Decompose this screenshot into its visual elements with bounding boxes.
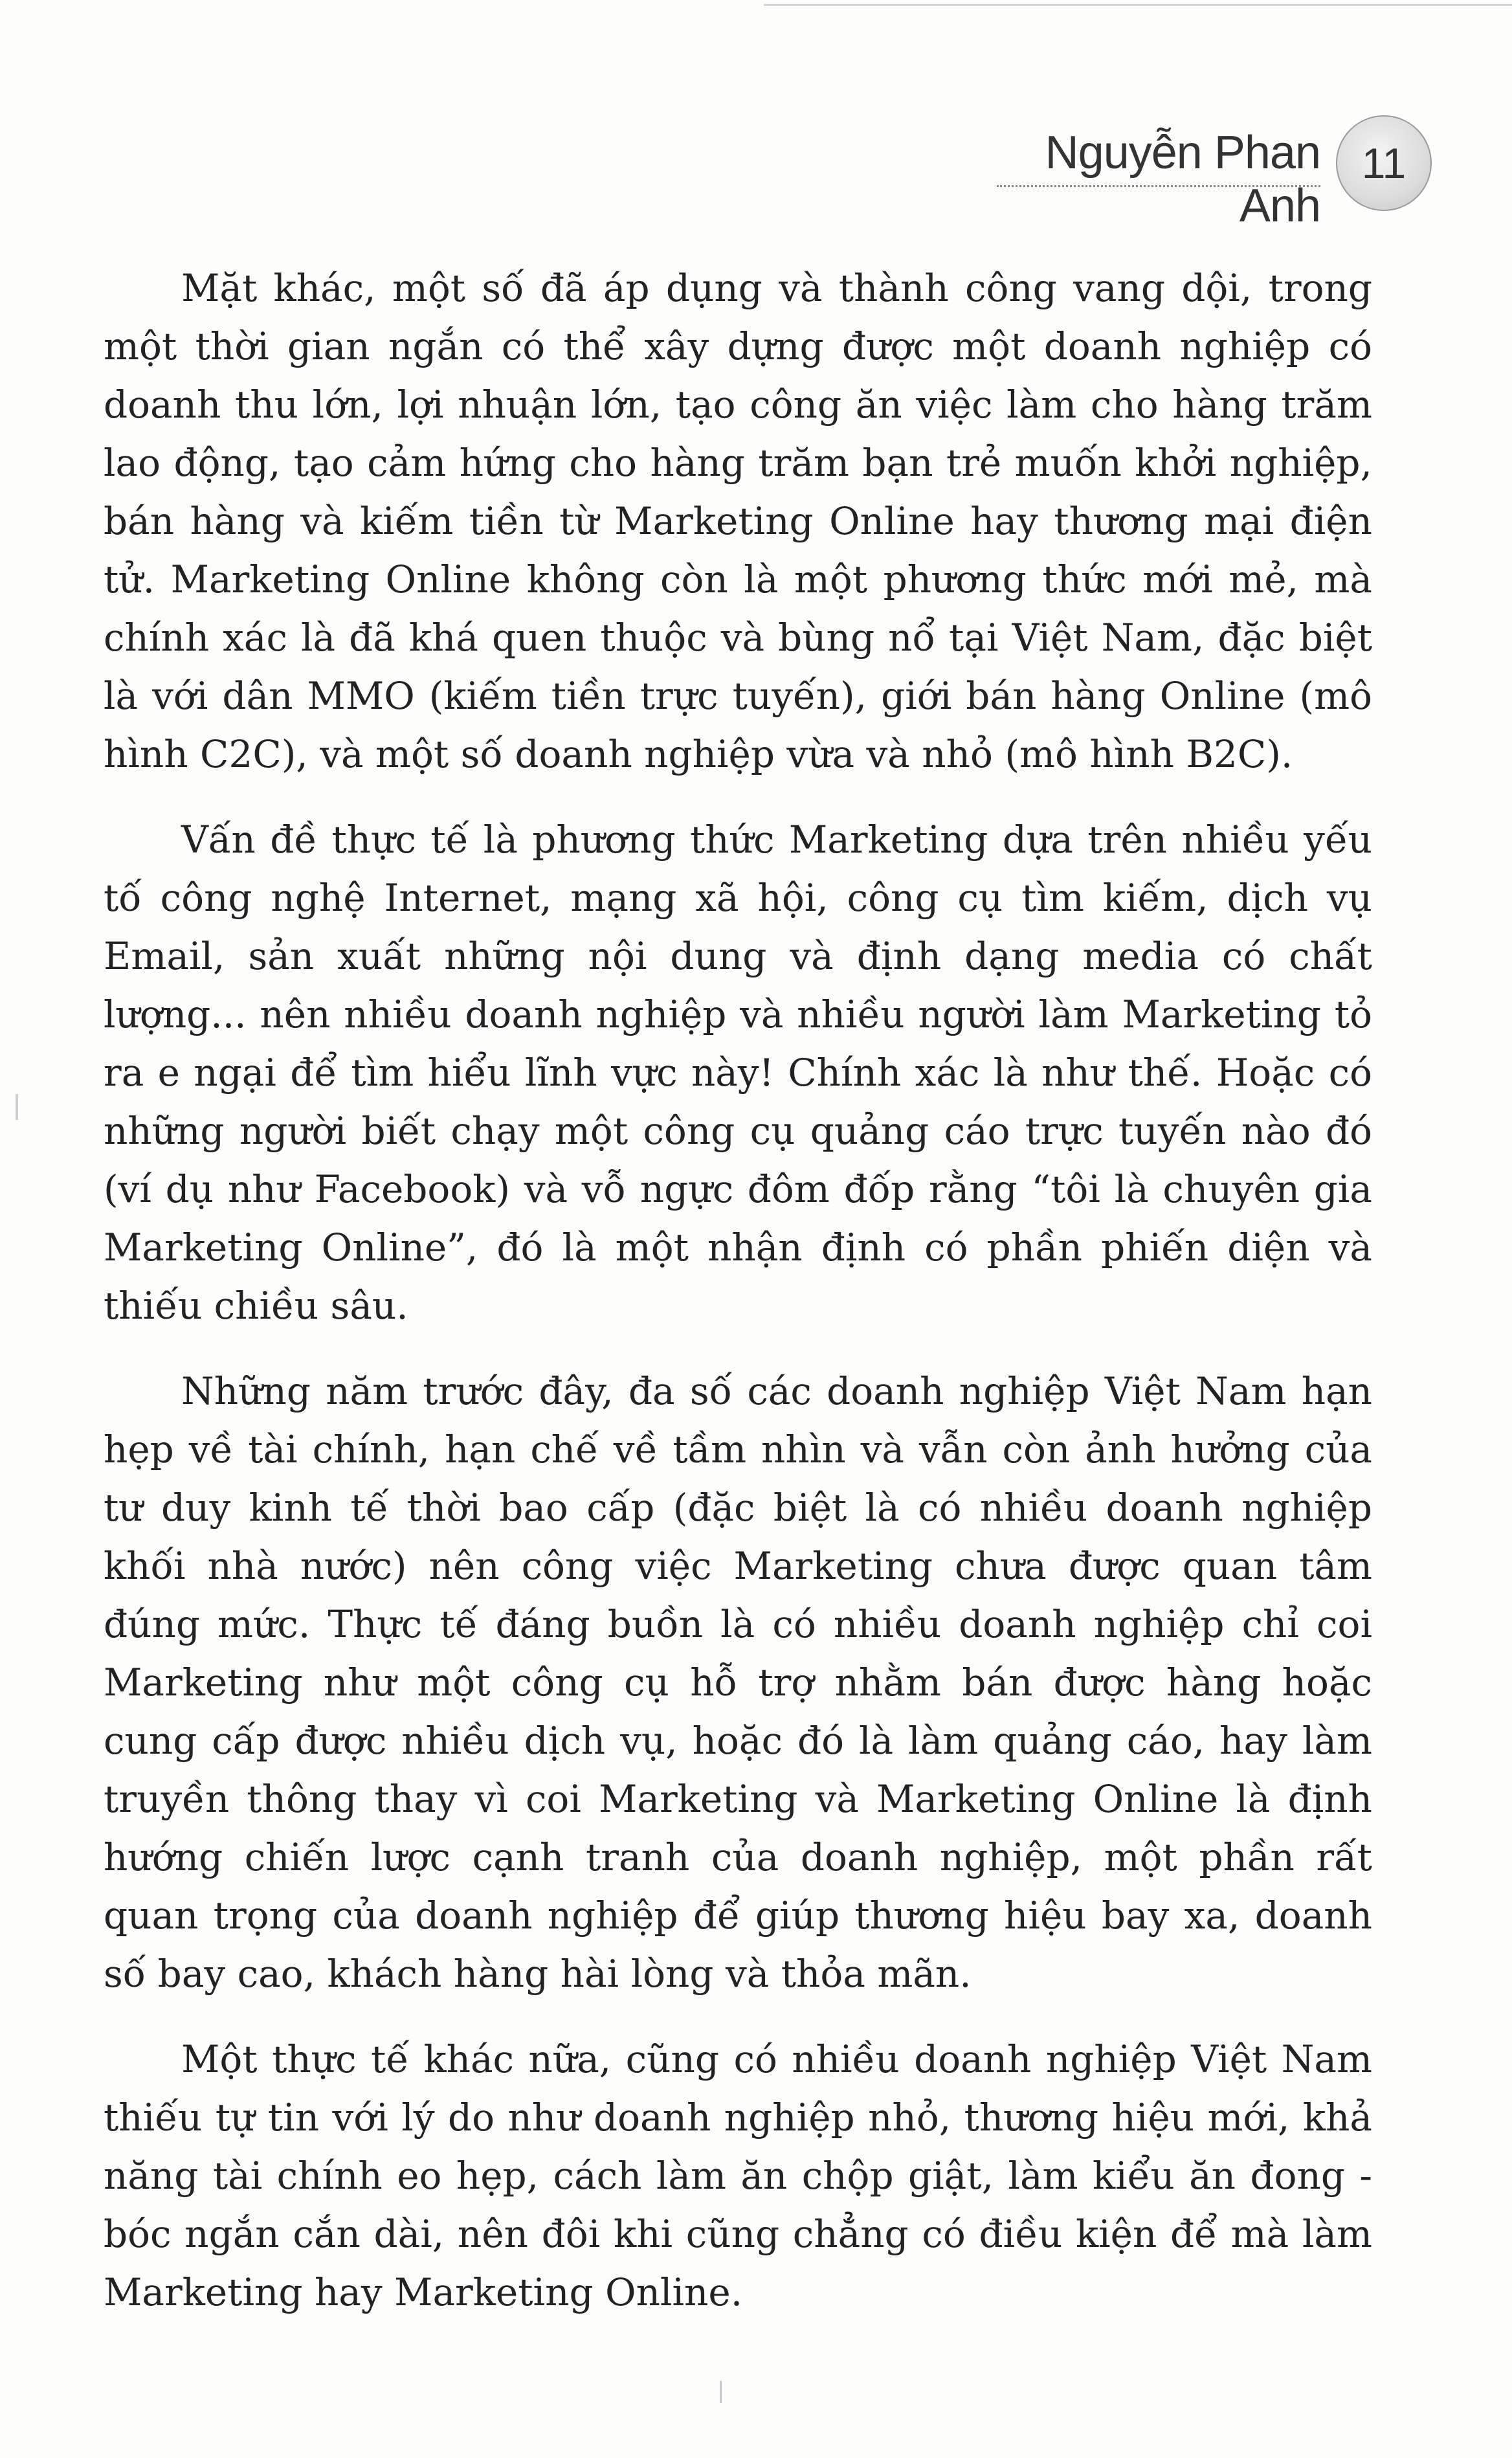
- paragraph: Mặt khác, một số đã áp dụng và thành công vang dội, trong một thời gian ngắn có thể xây dựng được một doanh nghiệp có doanh thu lớn, lợi nhuận lớn, tạo công ăn việc làm cho hàng trăm lao động, tạo cảm hứng cho hàng trăm bạn trẻ muốn khởi nghiệp, bán hàng và kiếm tiền từ Marketing Online hay thương mại điện tử. Marketing Online không còn là một phương thức mới mẻ, mà chính xác là đã khá quen thuộc và bùng nổ tại Việt Nam, đặc biệt là với dân MMO (kiếm tiền trực tuyến), giới bán hàng Online (mô hình C2C), và một số doanh nghiệp vừa và nhỏ (mô hình B2C).: [104, 266, 1372, 776]
- body-text: [104, 259, 1372, 2349]
- running-head-author: Nguyễn Phan Anh: [1045, 127, 1320, 232]
- paragraph: Những năm trước đây, đa số các doanh nghiệp Việt Nam hạn hẹp về tài chính, hạn chế về tầm nhìn và vẫn còn ảnh hưởng của tư duy kinh tế thời bao cấp (đặc biệt là có nhiều doanh nghiệp khối nhà nước) nên công việc Marketing chưa được quan tâm đúng mức. Thực tế đáng buồn là có nhiều doanh nghiệp chỉ coi Marketing như một công cụ hỗ trợ nhằm bán được hàng hoặc cung cấp được nhiều dịch vụ, hoặc đó là làm quảng cáo, hay làm truyền thông thay vì coi Marketing và Marketing Online là định hướng chiến lược cạnh tranh của doanh nghiệp, một phần rất quan trọng của doanh nghiệp để giúp thương hiệu bay xa, doanh số bay cao, khách hàng hài lòng và thỏa mãn.: [104, 1369, 1372, 1996]
- running-head-rule: [997, 185, 1320, 187]
- paragraph: Vấn đề thực tế là phương thức Marketing dựa trên nhiều yếu tố công nghệ Internet, mạng xã hội, công cụ tìm kiếm, dịch vụ Email, sản xuất những nội dung và định dạng media có chất lượng... nên nhiều doanh nghiệp và nhiều người làm Marketing tỏ ra e ngại để tìm hiểu lĩnh vực này! Chính xác là như thế. Hoặc có những người biết chạy một công cụ quảng cáo trực tuyến nào đó (ví dụ như Facebook) và vỗ ngực đôm đốp rằng “tôi là chuyên gia Marketing Online”, đó là một nhận định có phần phiến diện và thiếu chiều sâu.: [104, 818, 1372, 1328]
- paragraph: Một thực tế khác nữa, cũng có nhiều doanh nghiệp Việt Nam thiếu tự tin với lý do như doanh nghiệp nhỏ, thương hiệu mới, khả năng tài chính eo hẹp, cách làm ăn chộp giật, làm kiểu ăn đong - bóc ngắn cắn dài, nên đôi khi cũng chẳng có điều kiện để mà làm Marketing hay Marketing Online.: [104, 2037, 1372, 2314]
- scan-speck: [720, 2381, 722, 2403]
- scan-mark: [16, 1094, 18, 1120]
- scan-edge-line: [764, 4, 1512, 6]
- page-number-badge: 11: [1336, 115, 1432, 211]
